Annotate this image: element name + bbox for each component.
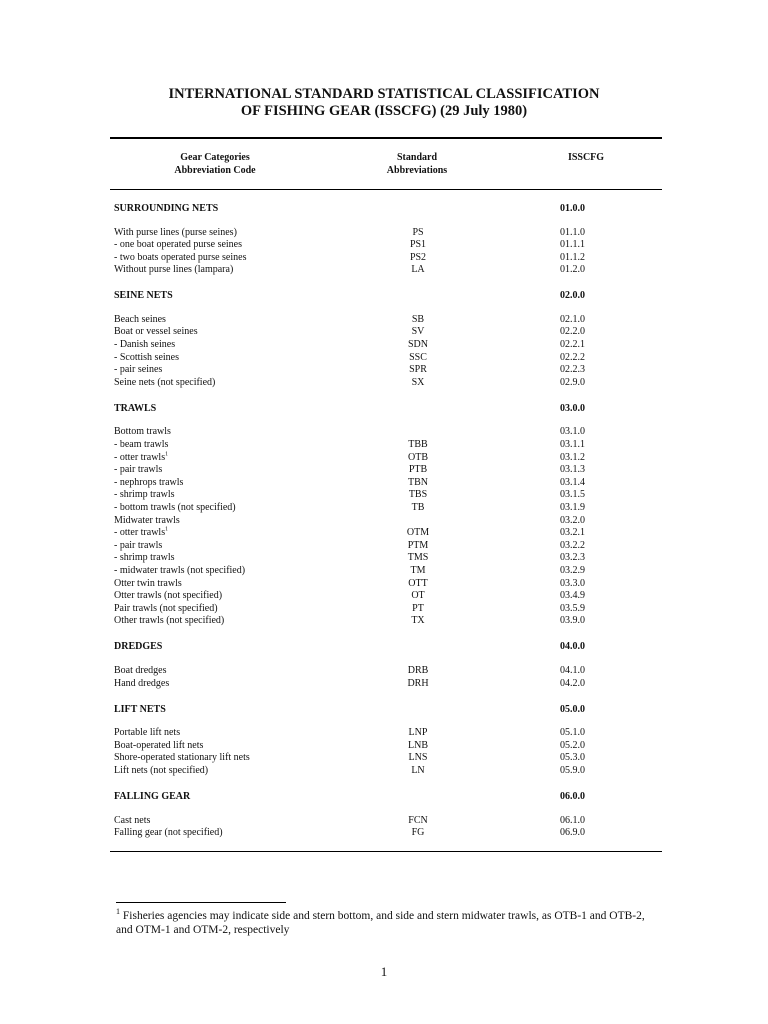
table-row bbox=[114, 815, 606, 828]
table-row bbox=[114, 439, 606, 452]
isscfg-code: 03.1.2 bbox=[560, 451, 585, 463]
isscfg-code: 02.9.0 bbox=[560, 376, 585, 388]
gear-category-label: Other trawls (not specified) bbox=[114, 615, 225, 627]
table-row bbox=[114, 464, 606, 477]
gear-category bbox=[114, 727, 180, 740]
section-spacer bbox=[114, 653, 606, 665]
section-code: 02.0.0 bbox=[560, 290, 585, 302]
isscfg-code: 03.2.2 bbox=[560, 539, 585, 551]
isscfg-code: 03.2.9 bbox=[560, 564, 585, 576]
gear-category bbox=[114, 264, 233, 277]
gear-category-label: Without purse lines (lampara) bbox=[114, 264, 234, 276]
gear-category-label: Bottom trawls bbox=[114, 426, 171, 438]
section-code: 03.0.0 bbox=[560, 402, 585, 414]
table-row bbox=[114, 352, 606, 365]
isscfg-code: 03.2.3 bbox=[560, 552, 585, 564]
classification-table bbox=[114, 202, 606, 840]
gear-category-label: - beam trawls bbox=[114, 439, 169, 451]
gear-category bbox=[114, 326, 198, 339]
section-heading bbox=[114, 640, 606, 653]
gear-category-label: Boat or vessel seines bbox=[114, 326, 198, 338]
table-row bbox=[114, 477, 606, 490]
section-name: FALLING GEAR bbox=[114, 791, 191, 802]
table-row bbox=[114, 765, 606, 778]
table-row bbox=[114, 590, 606, 603]
gear-category bbox=[114, 740, 203, 753]
gear-category bbox=[114, 752, 250, 765]
gear-category-label: - pair seines bbox=[114, 364, 163, 376]
table-row bbox=[114, 502, 606, 515]
gear-category bbox=[114, 603, 218, 616]
standard-abbreviation: OTB bbox=[408, 451, 428, 463]
header-bottom-rule bbox=[110, 189, 662, 190]
gear-category-label: - one boat operated purse seines bbox=[114, 239, 243, 251]
isscfg-code: 03.2.1 bbox=[560, 527, 585, 539]
standard-abbreviation: TMS bbox=[407, 552, 429, 564]
gear-category-label: - shrimp trawls bbox=[114, 489, 175, 501]
section-name: LIFT NETS bbox=[114, 703, 166, 715]
isscfg-code: 03.2.0 bbox=[560, 514, 585, 526]
gear-category bbox=[114, 578, 182, 591]
section-spacer bbox=[114, 716, 606, 728]
standard-abbreviation: PS bbox=[412, 226, 424, 238]
table-row bbox=[114, 489, 606, 502]
gear-category-label: - Scottish seines bbox=[114, 351, 179, 363]
isscfg-code: 03.1.0 bbox=[560, 426, 585, 438]
table-row bbox=[114, 827, 606, 840]
section-gap bbox=[114, 628, 606, 641]
header-isscfg bbox=[556, 151, 616, 164]
gear-category bbox=[114, 815, 150, 828]
gear-category bbox=[114, 239, 242, 252]
gear-category-label: - pair trawls bbox=[114, 539, 163, 551]
table-row bbox=[114, 314, 606, 327]
isscfg-code: 04.1.0 bbox=[560, 664, 585, 676]
standard-abbreviation: PS1 bbox=[409, 239, 427, 251]
standard-abbreviation: DRH bbox=[407, 677, 429, 689]
gear-category bbox=[114, 352, 179, 365]
section-gap bbox=[114, 389, 606, 402]
gear-category bbox=[114, 364, 162, 377]
page-number: 1 bbox=[380, 964, 388, 979]
section-name: SEINE NETS bbox=[114, 290, 173, 302]
standard-abbreviation: SX bbox=[411, 376, 425, 388]
table-row bbox=[114, 377, 606, 390]
document-title bbox=[0, 86, 768, 120]
gear-category-label: Lift nets (not specified) bbox=[114, 764, 209, 776]
table-row bbox=[114, 227, 606, 240]
gear-category bbox=[114, 765, 208, 778]
gear-category-label: Midwater trawls bbox=[114, 514, 180, 526]
header-standard-abbreviations bbox=[362, 151, 472, 177]
gear-category-label: Cast nets bbox=[114, 814, 151, 826]
standard-abbreviation: LNP bbox=[408, 727, 428, 739]
gear-category bbox=[114, 527, 168, 540]
gear-category bbox=[114, 615, 224, 628]
gear-category bbox=[114, 502, 236, 515]
section-spacer bbox=[114, 415, 606, 427]
table-row bbox=[114, 665, 606, 678]
gear-category-label: - two boats operated purse seines bbox=[114, 251, 247, 263]
section-code: 05.0.0 bbox=[560, 703, 585, 715]
table-row bbox=[114, 527, 606, 540]
section-gap bbox=[114, 277, 606, 290]
isscfg-code: 03.1.3 bbox=[560, 464, 585, 476]
gear-category-label: - Danish seines bbox=[114, 339, 176, 351]
table-row bbox=[114, 452, 606, 465]
gear-category bbox=[114, 426, 171, 439]
gear-category-label: Shore-operated stationary lift nets bbox=[114, 752, 250, 764]
standard-abbreviation: PS2 bbox=[409, 251, 427, 263]
standard-abbreviation: LA bbox=[411, 264, 425, 276]
section-spacer bbox=[114, 215, 606, 227]
gear-category-label: Seine nets (not specified) bbox=[114, 376, 216, 388]
standard-abbreviation: SV bbox=[411, 326, 425, 338]
standard-abbreviation: FCN bbox=[408, 814, 428, 826]
isscfg-code: 02.2.2 bbox=[560, 351, 585, 363]
gear-category-label: - midwater trawls (not specified) bbox=[114, 564, 246, 576]
gear-category-label: - otter trawls bbox=[114, 527, 166, 539]
gear-category bbox=[114, 377, 215, 390]
table-row bbox=[114, 615, 606, 628]
isscfg-code: 03.1.5 bbox=[560, 489, 585, 501]
gear-category bbox=[114, 439, 168, 452]
isscfg-code: 02.2.3 bbox=[560, 364, 585, 376]
table-row bbox=[114, 565, 606, 578]
isscfg-code: 04.2.0 bbox=[560, 677, 585, 689]
footnote-rule bbox=[116, 902, 286, 903]
table-row bbox=[114, 540, 606, 553]
standard-abbreviation: SSC bbox=[409, 351, 427, 363]
standard-abbreviation: OTT bbox=[408, 577, 428, 589]
gear-category bbox=[114, 590, 222, 603]
gear-category bbox=[114, 665, 167, 678]
table-row bbox=[114, 264, 606, 277]
standard-abbreviation: PTB bbox=[408, 464, 428, 476]
section-heading bbox=[114, 790, 606, 803]
gear-category-label: - otter trawls bbox=[114, 451, 166, 463]
footnote-ref: 1 bbox=[165, 451, 169, 458]
section-name: SURROUNDING NETS bbox=[114, 203, 219, 214]
table-row bbox=[114, 252, 606, 265]
isscfg-code: 03.4.9 bbox=[560, 590, 585, 602]
footnote-marker: 1 bbox=[116, 907, 120, 917]
header-col1-line2: Abbreviation Code bbox=[174, 165, 256, 176]
isscfg-code: 06.9.0 bbox=[560, 827, 585, 839]
table-row bbox=[114, 603, 606, 616]
standard-abbreviation: SPR bbox=[409, 364, 427, 376]
section-heading bbox=[114, 202, 606, 215]
standard-abbreviation: LNB bbox=[408, 739, 428, 751]
standard-abbreviation: FG bbox=[411, 827, 425, 839]
footnote-text: Fisheries agencies may indicate side and stern bottom, and side and stern midwater trawls, as OTB-1 and OTB-2, and OTM-1 and OTM-2, respectively bbox=[116, 910, 645, 936]
table-top-rule bbox=[110, 137, 662, 139]
isscfg-code: 01.1.0 bbox=[560, 226, 585, 238]
section-name: DREDGES bbox=[114, 641, 163, 653]
isscfg-code: 02.1.0 bbox=[560, 313, 585, 325]
header-col1-line1: Gear Categories bbox=[180, 152, 250, 163]
isscfg-code: 03.1.9 bbox=[560, 502, 585, 513]
table-row bbox=[114, 426, 606, 439]
isscfg-code: 03.5.9 bbox=[560, 602, 585, 614]
standard-abbreviation: TBN bbox=[408, 476, 428, 488]
table-row bbox=[114, 364, 606, 377]
gear-category bbox=[114, 515, 180, 528]
standard-abbreviation: TBS bbox=[408, 489, 428, 501]
isscfg-code: 03.1.4 bbox=[560, 476, 585, 488]
standard-abbreviation: OTM bbox=[406, 527, 430, 539]
section-spacer bbox=[114, 803, 606, 815]
header-col2-line2: Abbreviations bbox=[386, 165, 448, 176]
gear-category bbox=[114, 252, 246, 265]
section-gap bbox=[114, 690, 606, 703]
isscfg-code: 02.2.0 bbox=[560, 326, 585, 338]
gear-category-label: Falling gear (not specified) bbox=[114, 827, 223, 839]
standard-abbreviation: SB bbox=[411, 313, 425, 325]
table-row bbox=[114, 678, 606, 691]
standard-abbreviation: DRB bbox=[407, 664, 429, 676]
standard-abbreviation: TB bbox=[411, 502, 425, 513]
section-name: TRAWLS bbox=[114, 402, 157, 414]
isscfg-code: 03.9.0 bbox=[560, 615, 585, 627]
isscfg-code: 06.1.0 bbox=[560, 814, 585, 826]
table-row bbox=[114, 239, 606, 252]
gear-category bbox=[114, 227, 237, 240]
title-line-1: INTERNATIONAL STANDARD STATISTICAL CLASSIFICATION bbox=[168, 86, 600, 102]
table-row bbox=[114, 727, 606, 740]
section-code: 06.0.0 bbox=[560, 791, 585, 802]
gear-category-label: Otter trawls (not specified) bbox=[114, 590, 223, 602]
standard-abbreviation: TM bbox=[410, 564, 426, 576]
gear-category-label: - pair trawls bbox=[114, 464, 163, 476]
isscfg-code: 05.3.0 bbox=[560, 752, 585, 764]
gear-category-label: Boat dredges bbox=[114, 664, 167, 676]
header-gear-categories bbox=[150, 151, 280, 177]
gear-category bbox=[114, 464, 162, 477]
gear-category bbox=[114, 827, 223, 840]
isscfg-code: 01.2.0 bbox=[560, 264, 585, 276]
isscfg-code: 05.2.0 bbox=[560, 739, 585, 751]
standard-abbreviation: LN bbox=[411, 764, 425, 776]
gear-category-label: Beach seines bbox=[114, 313, 166, 325]
section-spacer bbox=[114, 302, 606, 314]
gear-category bbox=[114, 540, 162, 553]
standard-abbreviation: LNS bbox=[408, 752, 428, 764]
standard-abbreviation: PTM bbox=[407, 539, 429, 551]
gear-category-label: Boat-operated lift nets bbox=[114, 739, 204, 751]
isscfg-code: 01.1.2 bbox=[560, 251, 585, 263]
header-col2-line1: Standard bbox=[396, 152, 437, 163]
table-row bbox=[114, 515, 606, 528]
isscfg-code: 02.2.1 bbox=[560, 339, 585, 351]
isscfg-code: 05.1.0 bbox=[560, 727, 585, 739]
isscfg-code: 05.9.0 bbox=[560, 764, 585, 776]
footnote-ref: 1 bbox=[165, 526, 169, 533]
standard-abbreviation: TX bbox=[411, 615, 425, 627]
gear-category bbox=[114, 314, 166, 327]
gear-category-label: - shrimp trawls bbox=[114, 552, 175, 564]
table-row bbox=[114, 326, 606, 339]
gear-category bbox=[114, 552, 175, 565]
gear-category-label: Pair trawls (not specified) bbox=[114, 602, 218, 614]
header-col3: ISSCFG bbox=[567, 152, 605, 163]
gear-category-label: With purse lines (purse seines) bbox=[114, 226, 237, 238]
gear-category-label: Portable lift nets bbox=[114, 727, 181, 739]
section-gap bbox=[114, 778, 606, 791]
table-row bbox=[114, 578, 606, 591]
gear-category-label: Otter twin trawls bbox=[114, 577, 182, 589]
table-row bbox=[114, 740, 606, 753]
isscfg-code: 03.1.1 bbox=[560, 439, 585, 451]
section-heading bbox=[114, 703, 606, 716]
standard-abbreviation: OT bbox=[411, 590, 425, 602]
section-heading bbox=[114, 402, 606, 415]
isscfg-code: 03.3.0 bbox=[560, 577, 585, 589]
table-bottom-rule bbox=[110, 851, 662, 852]
gear-category bbox=[114, 339, 175, 352]
gear-category bbox=[114, 489, 175, 502]
title-line-2: OF FISHING GEAR (ISSCFG) (29 July 1980) bbox=[240, 103, 528, 119]
table-row bbox=[114, 752, 606, 765]
gear-category bbox=[114, 565, 245, 578]
table-row bbox=[114, 339, 606, 352]
standard-abbreviation: PT bbox=[412, 602, 424, 614]
gear-category-label: - nephrops trawls bbox=[114, 476, 184, 488]
table-row bbox=[114, 552, 606, 565]
gear-category-label: - bottom trawls (not specified) bbox=[114, 502, 236, 513]
gear-category bbox=[114, 678, 169, 691]
gear-category-label: Hand dredges bbox=[114, 677, 170, 689]
standard-abbreviation: SDN bbox=[407, 339, 428, 351]
gear-category bbox=[114, 477, 183, 490]
footnote bbox=[116, 909, 656, 937]
section-heading bbox=[114, 289, 606, 302]
gear-category bbox=[114, 452, 168, 465]
section-code: 01.0.0 bbox=[560, 203, 585, 214]
standard-abbreviation: TBB bbox=[408, 439, 428, 451]
isscfg-code: 01.1.1 bbox=[560, 239, 585, 251]
section-code: 04.0.0 bbox=[560, 641, 585, 653]
